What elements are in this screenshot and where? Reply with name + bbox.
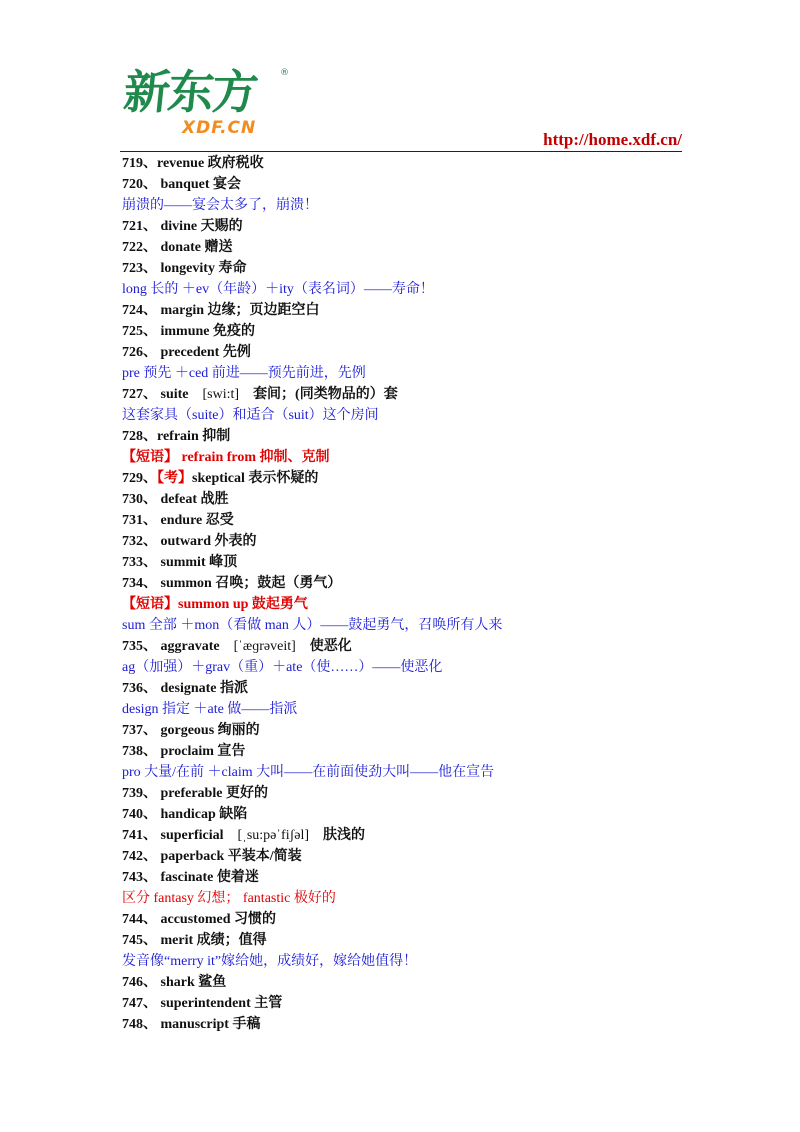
vocab-entry bbox=[122, 321, 722, 342]
vocab-entry bbox=[122, 993, 722, 1014]
vocab-entry-text: 723、 longevity 寿命 bbox=[122, 261, 247, 276]
vocab-entry-text: 734、 summon 召唤；鼓起（勇气） bbox=[122, 576, 342, 591]
vocab-entry-text: 724、 margin 边缘；页边距空白 bbox=[122, 303, 320, 318]
mnemonic-note-text: sum 全部 ＋mon（看做 man 人）——鼓起勇气，召唤所有人来 bbox=[122, 618, 503, 633]
mnemonic-note bbox=[122, 363, 722, 384]
vocab-entry bbox=[122, 153, 722, 174]
vocab-entry-text: 725、 immune 免疫的 bbox=[122, 324, 255, 339]
vocab-entry-text: 737、 gorgeous 绚丽的 bbox=[122, 723, 260, 738]
vocab-entry-word: 741、 superficial bbox=[122, 828, 224, 843]
vocab-entry bbox=[122, 258, 722, 279]
vocab-entry bbox=[122, 783, 722, 804]
vocab-entry-text: 738、 proclaim 宣告 bbox=[122, 744, 246, 759]
registered-mark: ® bbox=[280, 68, 289, 78]
vocab-entry bbox=[122, 930, 722, 951]
vocab-entry-word: 727、 suite bbox=[122, 387, 189, 402]
vocab-entry bbox=[122, 867, 722, 888]
vocab-entry bbox=[122, 342, 722, 363]
vocab-entry-text: 732、 outward 外表的 bbox=[122, 534, 257, 549]
mnemonic-note-text: 这套家具（suite）和适合（suit）这个房间 bbox=[122, 408, 379, 423]
vocab-entry-text: 746、 shark 鲨鱼 bbox=[122, 975, 227, 990]
vocab-entry-text: 733、 summit 峰顶 bbox=[122, 555, 238, 570]
phonetic-transcription: [swi:t] bbox=[202, 387, 240, 402]
mnemonic-note-text: pro 大量/在前 ＋claim 大叫——在前面使劲大叫——他在宣告 bbox=[122, 765, 495, 780]
xdf-logo bbox=[120, 64, 300, 140]
mnemonic-note bbox=[122, 951, 722, 972]
phonetic-transcription: [ˈæɡrəveit] bbox=[233, 639, 296, 654]
vocab-entry bbox=[122, 552, 722, 573]
vocab-entry-text: 728、refrain 抑制 bbox=[122, 429, 231, 444]
vocab-entry-text: 744、 accustomed 习惯的 bbox=[122, 912, 276, 927]
vocab-entry-text: 726、 precedent 先例 bbox=[122, 345, 251, 360]
vocab-entry bbox=[122, 237, 722, 258]
vocab-entry-text: 731、 endure 忍受 bbox=[122, 513, 234, 528]
vocab-entry bbox=[122, 531, 722, 552]
vocab-entry-text: 736、 designate 指派 bbox=[122, 681, 248, 696]
vocabulary-list bbox=[122, 153, 722, 1035]
vocab-entry bbox=[122, 720, 722, 741]
vocab-entry-text: 743、 fascinate 使着迷 bbox=[122, 870, 259, 885]
header-divider bbox=[120, 151, 682, 152]
mnemonic-note-text: 发音像“merry it”嫁给她，成绩好，嫁给她值得！ bbox=[122, 954, 418, 969]
vocab-entry-word: 735、 aggravate bbox=[122, 639, 220, 654]
mnemonic-note-text: ag（加强）＋grav（重）＋ate（使……）——使恶化 bbox=[122, 660, 443, 675]
phrase-note bbox=[122, 594, 722, 615]
phrase-note bbox=[122, 447, 722, 468]
mnemonic-note bbox=[122, 195, 722, 216]
vocab-entry-text: 722、 donate 赠送 bbox=[122, 240, 233, 255]
vocab-entry bbox=[122, 972, 722, 993]
vocab-entry bbox=[122, 426, 722, 447]
logo-english-text: XDF.CN bbox=[182, 118, 257, 138]
header-url-link[interactable]: http://home.xdf.cn/ bbox=[543, 130, 682, 149]
vocab-entry bbox=[122, 741, 722, 762]
vocab-entry-text: 742、 paperback 平装本/简装 bbox=[122, 849, 302, 864]
vocab-entry bbox=[122, 678, 722, 699]
vocab-entry bbox=[122, 1014, 722, 1035]
vocab-entry bbox=[122, 510, 722, 531]
vocab-entry bbox=[122, 909, 722, 930]
vocab-entry-text: 730、 defeat 战胜 bbox=[122, 492, 229, 507]
mnemonic-note bbox=[122, 699, 722, 720]
distinction-note bbox=[122, 888, 722, 909]
vocab-entry bbox=[122, 573, 722, 594]
mnemonic-note bbox=[122, 762, 722, 783]
vocab-entry bbox=[122, 384, 722, 405]
vocab-entry bbox=[122, 489, 722, 510]
vocab-entry bbox=[122, 846, 722, 867]
vocab-entry bbox=[122, 636, 722, 657]
vocab-entry-meaning: 使恶化 bbox=[309, 639, 352, 654]
vocab-entry-text: 739、 preferable 更好的 bbox=[122, 786, 268, 801]
mnemonic-note-text: design 指定 ＋ate 做——指派 bbox=[122, 702, 298, 717]
mnemonic-note bbox=[122, 657, 722, 678]
vocab-entry-text: 740、 handicap 缺陷 bbox=[122, 807, 248, 822]
mnemonic-note bbox=[122, 405, 722, 426]
vocab-entry bbox=[122, 216, 722, 237]
vocab-entry-text: 747、 superintendent 主管 bbox=[122, 996, 283, 1011]
vocab-entry-text: 748、 manuscript 手稿 bbox=[122, 1017, 261, 1032]
phonetic-transcription: [ˌsu:pəˈfiʃəl] bbox=[237, 828, 310, 843]
vocab-entry bbox=[122, 300, 722, 321]
mnemonic-note bbox=[122, 615, 722, 636]
vocab-entry bbox=[122, 174, 722, 195]
mnemonic-note-text: pre 预先 ＋ced 前进——预先前进，先例 bbox=[122, 366, 366, 381]
vocab-entry-text: 720、 banquet 宴会 bbox=[122, 177, 242, 192]
mnemonic-note bbox=[122, 279, 722, 300]
vocab-entry-text: 721、 divine 天赐的 bbox=[122, 219, 243, 234]
vocab-entry bbox=[122, 825, 722, 846]
mnemonic-note-text: 崩溃的——宴会太多了，崩溃！ bbox=[122, 198, 318, 213]
vocab-entry bbox=[122, 468, 722, 489]
vocab-entry-text: skeptical 表示怀疑的 bbox=[192, 471, 319, 486]
phrase-note-text: 【短语】summon up 鼓起勇气 bbox=[122, 597, 308, 612]
phrase-note-text: 【短语】 refrain from 抑制、克制 bbox=[122, 450, 330, 465]
vocab-entry-number: 729、 bbox=[122, 471, 157, 486]
page-header bbox=[120, 64, 682, 152]
mnemonic-note-text: long 长的 ＋ev（年龄）＋ity（表名词）——寿命！ bbox=[122, 282, 434, 297]
distinction-note-text: 区分 fantasy 幻想； fantastic 极好的 bbox=[122, 891, 336, 906]
vocab-entry-text: 745、 merit 成绩；值得 bbox=[122, 933, 267, 948]
exam-tag: 【考】 bbox=[157, 471, 192, 486]
logo-chinese-text: 新东方 bbox=[121, 65, 259, 119]
vocab-entry-meaning: 套间；(同类物品的）套 bbox=[253, 387, 398, 402]
vocab-entry-meaning: 肤浅的 bbox=[323, 828, 366, 843]
vocab-entry bbox=[122, 804, 722, 825]
vocab-entry-text: 719、revenue 政府税收 bbox=[122, 156, 264, 171]
